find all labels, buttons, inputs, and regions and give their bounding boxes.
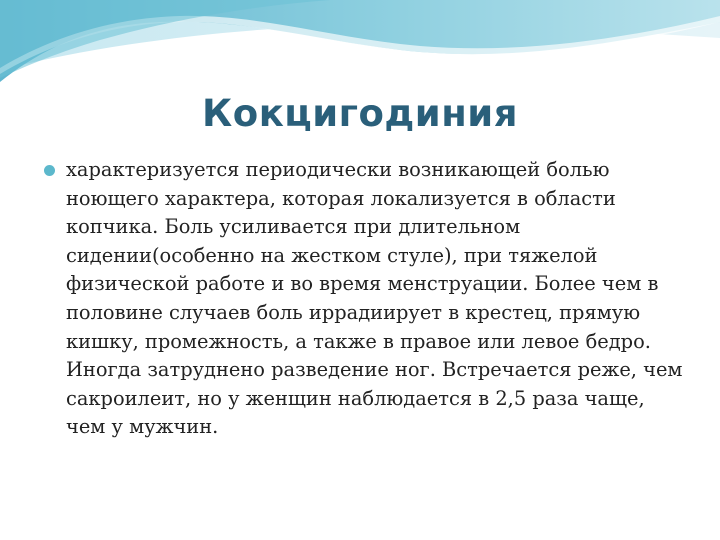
slide-title: Кокцигодиния xyxy=(202,92,518,135)
wave-header-decoration xyxy=(0,0,720,90)
bullet-dot-icon xyxy=(44,165,55,176)
content-body xyxy=(44,156,684,442)
bullet-item xyxy=(44,156,684,442)
bullet-text: характеризуется периодически возникающей болью ноющего характера, которая локализуется в области копчика. Боль усиливается при длительном сидении(особенно на жестком стуле), при тяжелой физической работе и во время менструации. Более чем в половине случаев боль иррадиирует в крестец, прямую кишку, промежность, а также в правое или левое бедро. Иногда затруднено разведение ног. Встречается реже, чем сакроилеит, но у женщин наблюдается в 2,5 раза чаще, чем у мужчин. xyxy=(66,158,683,439)
